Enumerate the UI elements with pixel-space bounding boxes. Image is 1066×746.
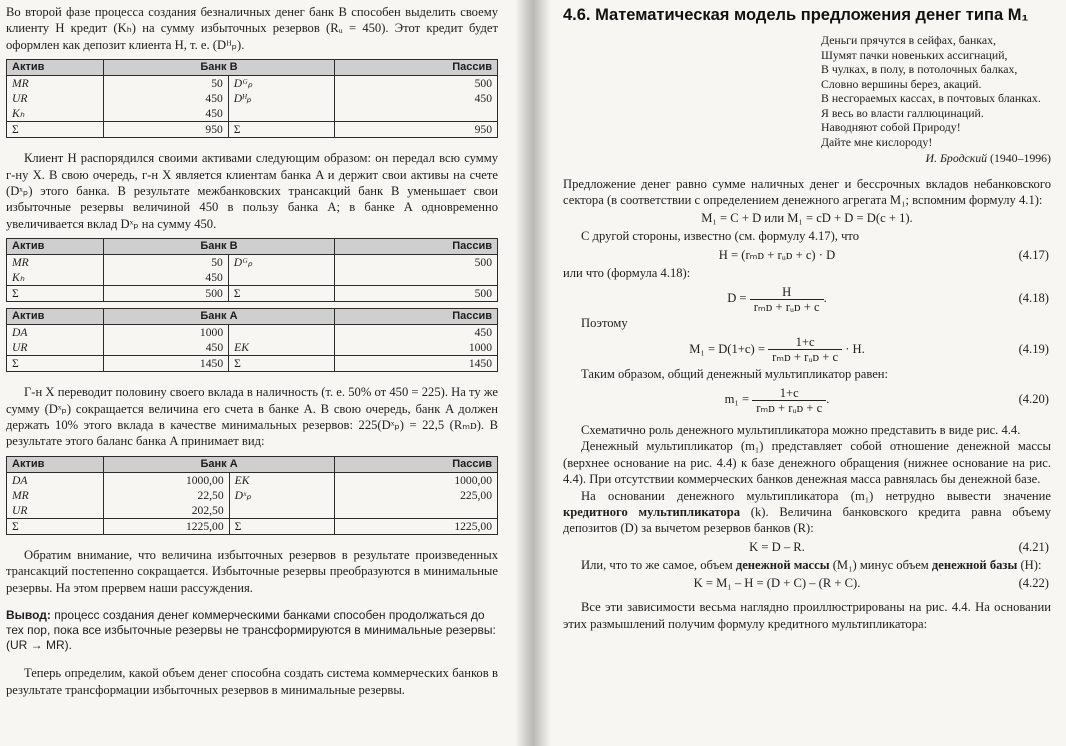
page-gutter-shadow <box>515 0 533 746</box>
right-page <box>533 0 1066 746</box>
cell: Σ <box>228 122 334 138</box>
table-row <box>7 106 498 122</box>
author-name: И. Бродский <box>925 151 988 165</box>
paragraph-money-mass <box>563 557 1051 573</box>
table-row <box>7 76 498 92</box>
cell: 1450 <box>104 356 229 372</box>
poem-line: Деньги прячутся в сейфах, банках, <box>821 33 996 47</box>
fraction <box>752 386 826 415</box>
cell: 450 <box>104 106 228 122</box>
equation-rhs: . <box>823 291 827 306</box>
section-title: 4.6. Математическая модель предложения денег типа M₁ <box>563 6 1029 24</box>
equation-lhs: D = <box>727 291 750 306</box>
paragraph-transfer: Клиент H распорядился своими активами следующим образом: он передал всю сумму г-ну X. В свою очередь, г-н X является клиентам банка A и держит свои активы на счете (Dˣₚ) этого банка. В результате межбанковских трансакций банк B уменьшает свои избыточные резервы величиной 450 в пользу банка A; в банке A одновременно увеличивается вклад Dˣₚ на сумму 450. <box>6 151 498 231</box>
cell: Σ <box>229 356 335 372</box>
text-span: (k). Величина банковского кредита равна объему депозитов (D) за вычетом резервов банков (R): <box>563 504 1051 536</box>
intro-paragraph: Во второй фазе процесса создания безналичных денег банк B способен выделить своему клиенту H кредит (Kₕ) на сумму избыточных резервов (Rᵤ = 450). Этот кредит будет оформлен как депозит клиента H, т. е. (Dᴴₚ). <box>6 5 498 52</box>
poem-line: В несгораемых кассах, в почтовых бланках. <box>821 91 1041 105</box>
cell <box>334 270 497 286</box>
equation-text: K = D – R. <box>749 539 805 554</box>
table-header-assets: Актив <box>7 239 104 255</box>
equation-number: (4.21) <box>1018 539 1049 554</box>
paragraph-next: Теперь определим, какой объем денег способна создать система коммерческих банков в результате трансформации избыточных резервов в минимальные резервы. <box>6 666 498 697</box>
cell <box>228 270 334 286</box>
text-span: (M₁) минус объем <box>829 557 932 572</box>
paragraph-schematic: Схематично роль денежного мультипликатора можно представить в виде рис. 4.4. <box>581 422 1021 437</box>
balance-table-bank-a-2 <box>6 456 498 535</box>
paragraph-definition: Денежный мультипликатор (m₁) представляет собой отношение денежной массы (верхнее основание на рис. 4.4) к базе денежного обращения (нижнее основание на рис. 4.4). При отсутствии коммерческих банков денежная масса равнялась бы денежной базе. <box>563 439 1051 487</box>
cell: 450 <box>104 91 228 106</box>
cell: 500 <box>334 76 497 92</box>
cell: 1450 <box>334 356 497 372</box>
equation-4-22 <box>563 573 1051 593</box>
fraction-denominator: rₘᴅ + rᵤᴅ + c <box>772 350 839 365</box>
text-span: На основании денежного мультипликатора (m₁) нетрудно вывести значение <box>581 488 1051 503</box>
equation-number: (4.18) <box>1018 291 1049 306</box>
cell: Dˣₚ <box>229 488 334 503</box>
poem-line: Шумят пачки новеньких ассигнаций, <box>821 47 1008 62</box>
cell: UR <box>7 91 104 106</box>
table-total-row <box>7 122 498 138</box>
table-row <box>7 488 498 503</box>
cell: Σ <box>229 518 334 534</box>
table-header-bank: Банк B <box>104 239 334 255</box>
cell: 1000 <box>104 325 229 341</box>
table-row <box>7 270 498 286</box>
balance-table-bank-a-1 <box>6 308 498 372</box>
cell: Dᴳₚ <box>228 76 334 92</box>
right-column <box>563 6 1051 632</box>
equation-number: (4.22) <box>1018 576 1049 591</box>
cell: 1225,00 <box>104 518 229 534</box>
cell: Σ <box>7 122 104 138</box>
conclusion-box <box>6 608 498 653</box>
equation-lhs: m₁ = <box>724 391 753 406</box>
table-header-assets: Актив <box>7 60 104 76</box>
cell <box>228 106 334 122</box>
table-row <box>7 472 498 488</box>
cell: 202,50 <box>104 503 229 519</box>
equation-number: (4.20) <box>1018 391 1049 406</box>
author-years: (1940–1996) <box>987 151 1051 165</box>
paragraph-credit-multiplier <box>563 488 1051 537</box>
paragraph-summary: Все эти зависимости весьма наглядно проиллюстрированы на рис. 4.4. На основании этих размышлений получим формулу кредитного мультипликатора: <box>563 600 1051 631</box>
equation-4-21 <box>563 537 1051 557</box>
fraction <box>768 335 842 364</box>
table-header-bank: Банк A <box>104 456 335 472</box>
equation-lhs: M₁ = D(1+c) = <box>689 341 769 356</box>
cell: 1000 <box>334 340 497 356</box>
equation-text: M₁ = C + D или M₁ = cD + D = D(c + 1). <box>701 211 913 226</box>
fraction-numerator: 1+c <box>768 335 842 350</box>
poem-line: Словно вершины берез, акаций. <box>821 76 982 91</box>
equation-text: K = M₁ – H = (D + C) – (R + C). <box>693 576 861 591</box>
equation-4-20 <box>563 382 1051 416</box>
equation-4-18 <box>563 281 1051 315</box>
paragraph-therefore: Поэтому <box>581 316 628 331</box>
table-header-liabilities: Пассив <box>334 239 497 255</box>
table-header-bank: Банк A <box>104 309 334 325</box>
cell <box>229 503 334 519</box>
table-total-row <box>7 286 498 302</box>
paragraph-multiplier: Таким образом, общий денежный мультипликатор равен: <box>581 366 889 381</box>
left-column <box>6 4 498 698</box>
table-total-row <box>7 518 498 534</box>
poem-line: Дайте мне кислороду! <box>821 134 933 149</box>
table-row <box>7 255 498 271</box>
conclusion-text: процесс создания денег коммерческими банками способен продолжаться до тех пор, пока все избыточные резервы не трансформируются в минимальные резервы: (UR → MR). <box>6 608 496 653</box>
cell: Σ <box>228 286 334 302</box>
equation-m1 <box>563 208 1051 228</box>
fraction-numerator: H <box>750 285 824 300</box>
equation-4-17 <box>563 245 1051 265</box>
equation-rhs: · H. <box>842 341 865 356</box>
equation-text: H = (rₘᴅ + rᵤᴅ + c) · D <box>718 247 836 262</box>
cell: Kₕ <box>7 270 104 286</box>
term-money-mass: денежной массы <box>735 557 830 572</box>
fraction-denominator: rₘᴅ + rᵤᴅ + c <box>756 400 823 415</box>
table-total-row <box>7 356 498 372</box>
paragraph-formula-418: или что (формула 4.18): <box>563 265 691 280</box>
cell: UR <box>7 340 104 356</box>
poem-line: В чулках, в полу, в потолочных балках, <box>821 62 1018 76</box>
cell: 950 <box>104 122 228 138</box>
epigraph-poem <box>821 33 1051 149</box>
cell: UR <box>7 503 104 519</box>
balance-table-bank-b-1 <box>6 59 498 138</box>
epigraph-author <box>563 151 1051 166</box>
cell: EK <box>229 472 334 488</box>
fraction-numerator: 1+c <box>752 386 826 401</box>
term-credit-multiplier: кредитного мультипликатора <box>563 504 741 519</box>
cell: 450 <box>104 340 229 356</box>
cell: 1225,00 <box>335 518 498 534</box>
cell: DA <box>7 472 104 488</box>
cell: Σ <box>7 518 104 534</box>
cell: 450 <box>334 91 497 106</box>
cell: 1000,00 <box>104 472 229 488</box>
cell: MR <box>7 76 104 92</box>
table-header-liabilities: Пассив <box>334 309 497 325</box>
cell: Σ <box>7 286 104 302</box>
cell: 50 <box>104 76 228 92</box>
cell: 22,50 <box>104 488 229 503</box>
balance-table-bank-b-2 <box>6 238 498 302</box>
cell: Dᴴₚ <box>228 91 334 106</box>
text-span: (H): <box>1017 557 1042 572</box>
cell: 950 <box>334 122 497 138</box>
cell: Dᴳₚ <box>228 255 334 271</box>
cell: 500 <box>334 255 497 271</box>
table-row <box>7 325 498 341</box>
paragraph-other-side: С другой стороны, известно (см. формулу 4.17), что <box>581 229 860 244</box>
table-header-liabilities: Пассив <box>335 456 498 472</box>
table-row <box>7 340 498 356</box>
cell <box>335 503 498 519</box>
cell: MR <box>7 488 104 503</box>
equation-number: (4.19) <box>1018 341 1049 356</box>
equation-number: (4.17) <box>1018 247 1049 262</box>
poem-line: Наводняют собой Природу! <box>821 120 961 134</box>
cell <box>229 325 335 341</box>
paragraph-cash-withdrawal: Г-н X переводит половину своего вклада в наличность (т. е. 50% от 450 = 225). На ту же сумму (Dˣₚ) сокращается величина его счета в банке A. В свою очередь, банк A должен держать 10% этого вклада в качестве минимальных резервов: 225(Dˣₚ) = 22,5 (Rₘᴅ). В результате этого баланс банка A принимает вид: <box>6 385 498 449</box>
equation-4-19 <box>563 332 1051 366</box>
table-row <box>7 503 498 519</box>
text-span: Или, что то же самое, объем <box>581 557 736 572</box>
cell: 450 <box>334 325 497 341</box>
cell: Kₕ <box>7 106 104 122</box>
table-row <box>7 91 498 106</box>
cell: MR <box>7 255 104 271</box>
table-header-bank: Банк B <box>104 60 334 76</box>
poem-line: Я весь во власти галлюцинаций. <box>821 105 984 120</box>
cell: 450 <box>104 270 228 286</box>
fraction <box>750 285 824 314</box>
term-money-base: денежной базы <box>931 557 1018 572</box>
page-gutter-shadow <box>533 0 551 746</box>
cell: 225,00 <box>335 488 498 503</box>
cell: Σ <box>7 356 104 372</box>
cell: 50 <box>104 255 228 271</box>
cell: EK <box>229 340 335 356</box>
paragraph-supply: Предложение денег равно сумме наличных денег и бессрочных вкладов небанковского сектора (в соответствии с определением денежного агрегата M₁; вспомним формулу 4.1): <box>563 176 1051 207</box>
fraction-denominator: rₘᴅ + rᵤᴅ + c <box>753 299 820 314</box>
equation-rhs: . <box>826 391 830 406</box>
table-header-liabilities: Пассив <box>334 60 497 76</box>
table-header-assets: Актив <box>7 456 104 472</box>
cell: 500 <box>104 286 228 302</box>
cell <box>334 106 497 122</box>
conclusion-label: Вывод: <box>6 608 51 623</box>
table-header-assets: Актив <box>7 309 104 325</box>
cell: 500 <box>334 286 497 302</box>
paragraph-reserves: Обратим внимание, что величина избыточных резервов в результате произведенных трансакций постепенно сокращается. Избыточные резервы преобразуются в минимальные резервы. На этом прервем наши рассуждения. <box>6 547 498 595</box>
cell: 1000,00 <box>335 472 498 488</box>
cell: DA <box>7 325 104 341</box>
